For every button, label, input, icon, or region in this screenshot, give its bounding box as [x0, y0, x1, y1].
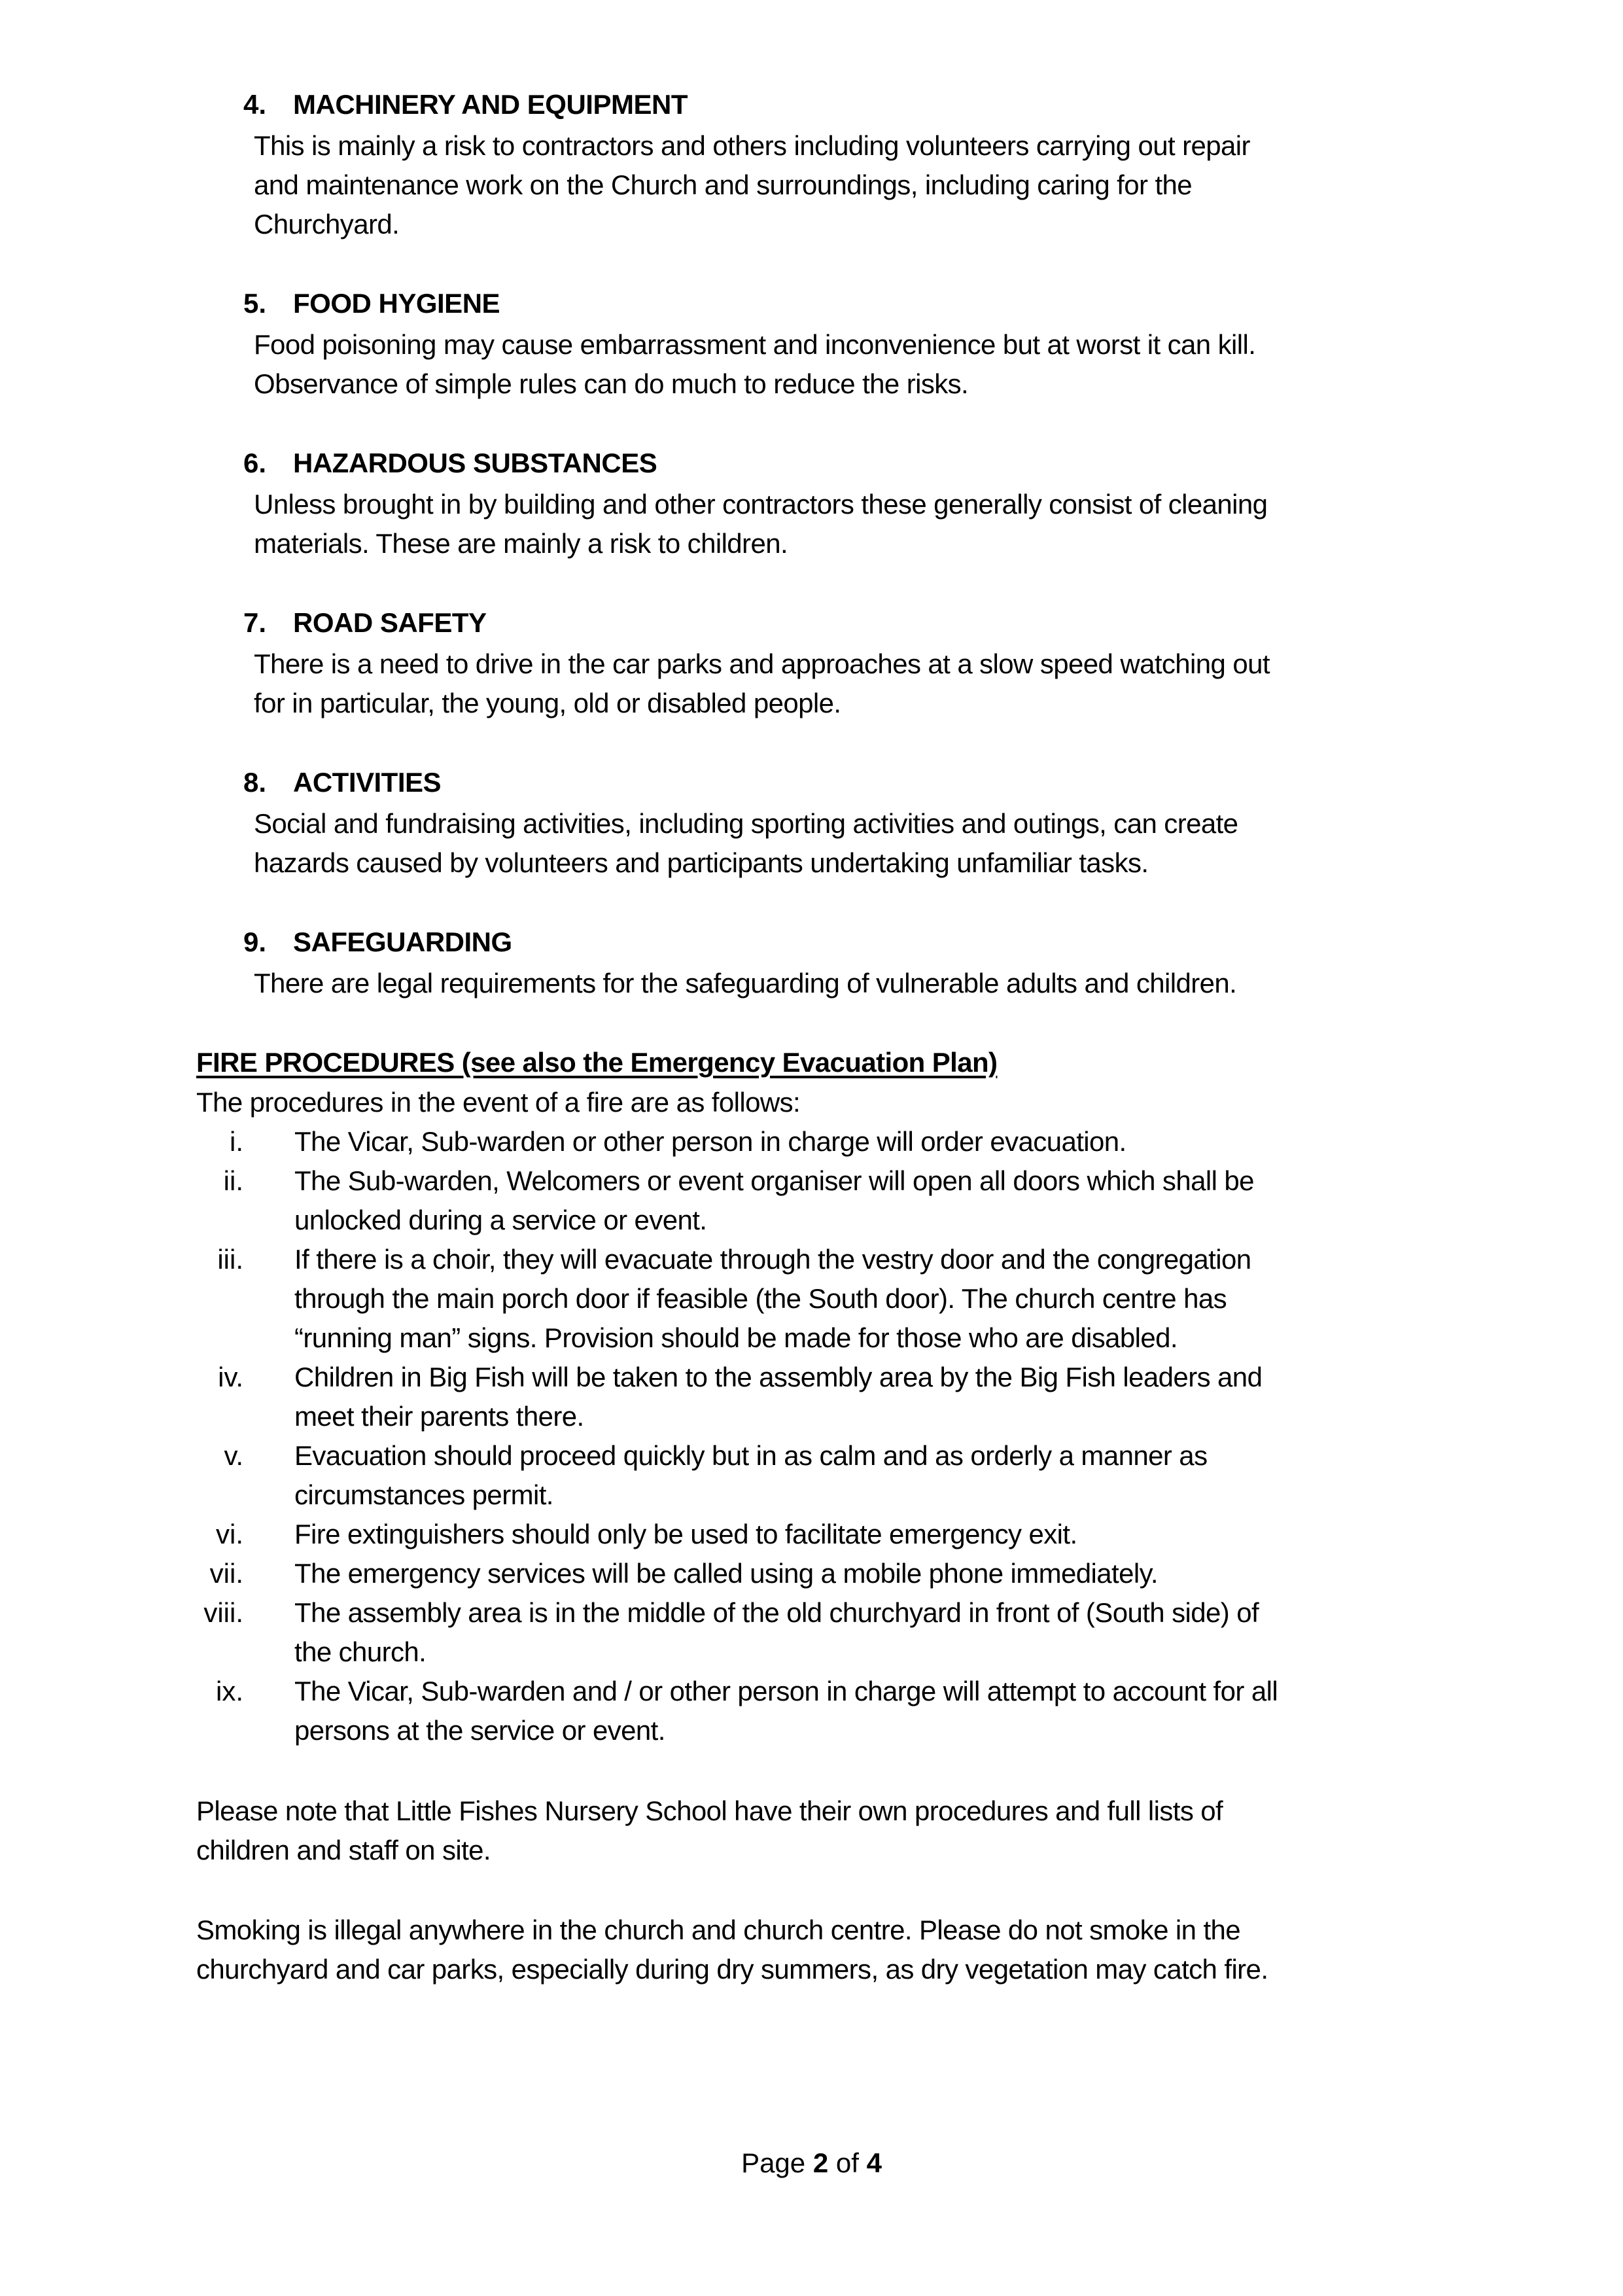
- body-line: Churchyard.: [254, 209, 400, 239]
- body-line: Observance of simple rules can do much to reduce the risks.: [254, 368, 969, 399]
- fire-procedures-heading: FIRE PROCEDURES (see also the Emergency Evacuation Plan): [196, 1047, 998, 1078]
- body-line: hazards caused by volunteers and participants undertaking unfamiliar tasks.: [254, 847, 1149, 878]
- body-line: Unless brought in by building and other contractors these generally consist of cleaning: [254, 489, 1268, 520]
- list-numeral: ii.: [223, 1165, 243, 1196]
- page-label: Page: [741, 2147, 806, 2178]
- list-text: Evacuation should proceed quickly but in as calm and as orderly a manner as: [294, 1440, 1208, 1471]
- list-text: “running man” signs. Provision should be made for those who are disabled.: [294, 1322, 1178, 1353]
- list-text: Fire extinguishers should only be used to facilitate emergency exit.: [294, 1519, 1077, 1549]
- list-text: through the main porch door if feasible (the South door). The church centre has: [294, 1283, 1227, 1314]
- list-text: Children in Big Fish will be taken to the assembly area by the Big Fish leaders and: [294, 1362, 1263, 1392]
- section-title: ACTIVITIES: [293, 767, 442, 798]
- body-line: There are legal requirements for the safeguarding of vulnerable adults and children.: [254, 968, 1237, 998]
- section-title: MACHINERY AND EQUIPMENT: [293, 89, 688, 120]
- section-title: HAZARDOUS SUBSTANCES: [293, 448, 657, 478]
- list-text: The emergency services will be called using a mobile phone immediately.: [294, 1558, 1158, 1589]
- list-text: The assembly area is in the middle of the old churchyard in front of (South side) of: [294, 1597, 1259, 1628]
- section-number: 4.: [243, 89, 267, 120]
- page-of-label: of: [835, 2147, 859, 2178]
- list-text: persons at the service or event.: [294, 1715, 665, 1746]
- list-numeral: viii.: [203, 1597, 243, 1628]
- body-line: Food poisoning may cause embarrassment and inconvenience but at worst it can kill.: [254, 329, 1256, 360]
- body-line: This is mainly a risk to contractors and others including volunteers carrying out repair: [254, 130, 1250, 161]
- list-text: the church.: [294, 1636, 427, 1667]
- section-number: 6.: [243, 448, 267, 478]
- total-pages: 4: [866, 2147, 882, 2178]
- fire-procedures-intro: The procedures in the event of a fire are as follows:: [196, 1087, 801, 1118]
- list-numeral: vi.: [216, 1519, 243, 1549]
- body-line: and maintenance work on the Church and surroundings, including caring for the: [254, 169, 1193, 200]
- section-title: FOOD HYGIENE: [293, 288, 500, 319]
- body-line: children and staff on site.: [196, 1835, 491, 1865]
- list-numeral: iii.: [217, 1244, 243, 1275]
- section-number: 5.: [243, 288, 267, 319]
- body-line: Please note that Little Fishes Nursery School have their own procedures and full lists of: [196, 1795, 1223, 1826]
- body-line: churchyard and car parks, especially during dry summers, as dry vegetation may catch fire.: [196, 1954, 1268, 1985]
- section-title: SAFEGUARDING: [293, 927, 512, 957]
- section-number: 9.: [243, 927, 267, 957]
- body-line: materials. These are mainly a risk to children.: [254, 528, 788, 559]
- section-number: 7.: [243, 607, 267, 638]
- list-numeral: ix.: [216, 1676, 243, 1706]
- list-text: The Vicar, Sub-warden or other person in charge will order evacuation.: [294, 1126, 1126, 1157]
- list-numeral: vii.: [209, 1558, 243, 1589]
- list-text: circumstances permit.: [294, 1479, 553, 1510]
- list-text: The Vicar, Sub-warden and / or other person in charge will attempt to account for all: [294, 1676, 1278, 1706]
- list-text: meet their parents there.: [294, 1401, 584, 1432]
- body-line: There is a need to drive in the car parks and approaches at a slow speed watching out: [254, 648, 1270, 679]
- page-number: [0, 2144, 1623, 2183]
- current-page: 2: [812, 2147, 829, 2178]
- section-title: ROAD SAFETY: [293, 607, 487, 638]
- body-line: for in particular, the young, old or disabled people.: [254, 688, 841, 718]
- list-text: If there is a choir, they will evacuate through the vestry door and the congregation: [294, 1244, 1251, 1275]
- body-line: Smoking is illegal anywhere in the church and church centre. Please do not smoke in the: [196, 1915, 1241, 1945]
- body-line: Social and fundraising activities, including sporting activities and outings, can create: [254, 808, 1238, 839]
- list-text: unlocked during a service or event.: [294, 1205, 707, 1235]
- section-number: 8.: [243, 767, 267, 798]
- list-text: The Sub-warden, Welcomers or event organiser will open all doors which shall be: [294, 1165, 1254, 1196]
- list-numeral: iv.: [218, 1362, 243, 1392]
- list-numeral: i.: [230, 1126, 243, 1157]
- list-numeral: v.: [224, 1440, 243, 1471]
